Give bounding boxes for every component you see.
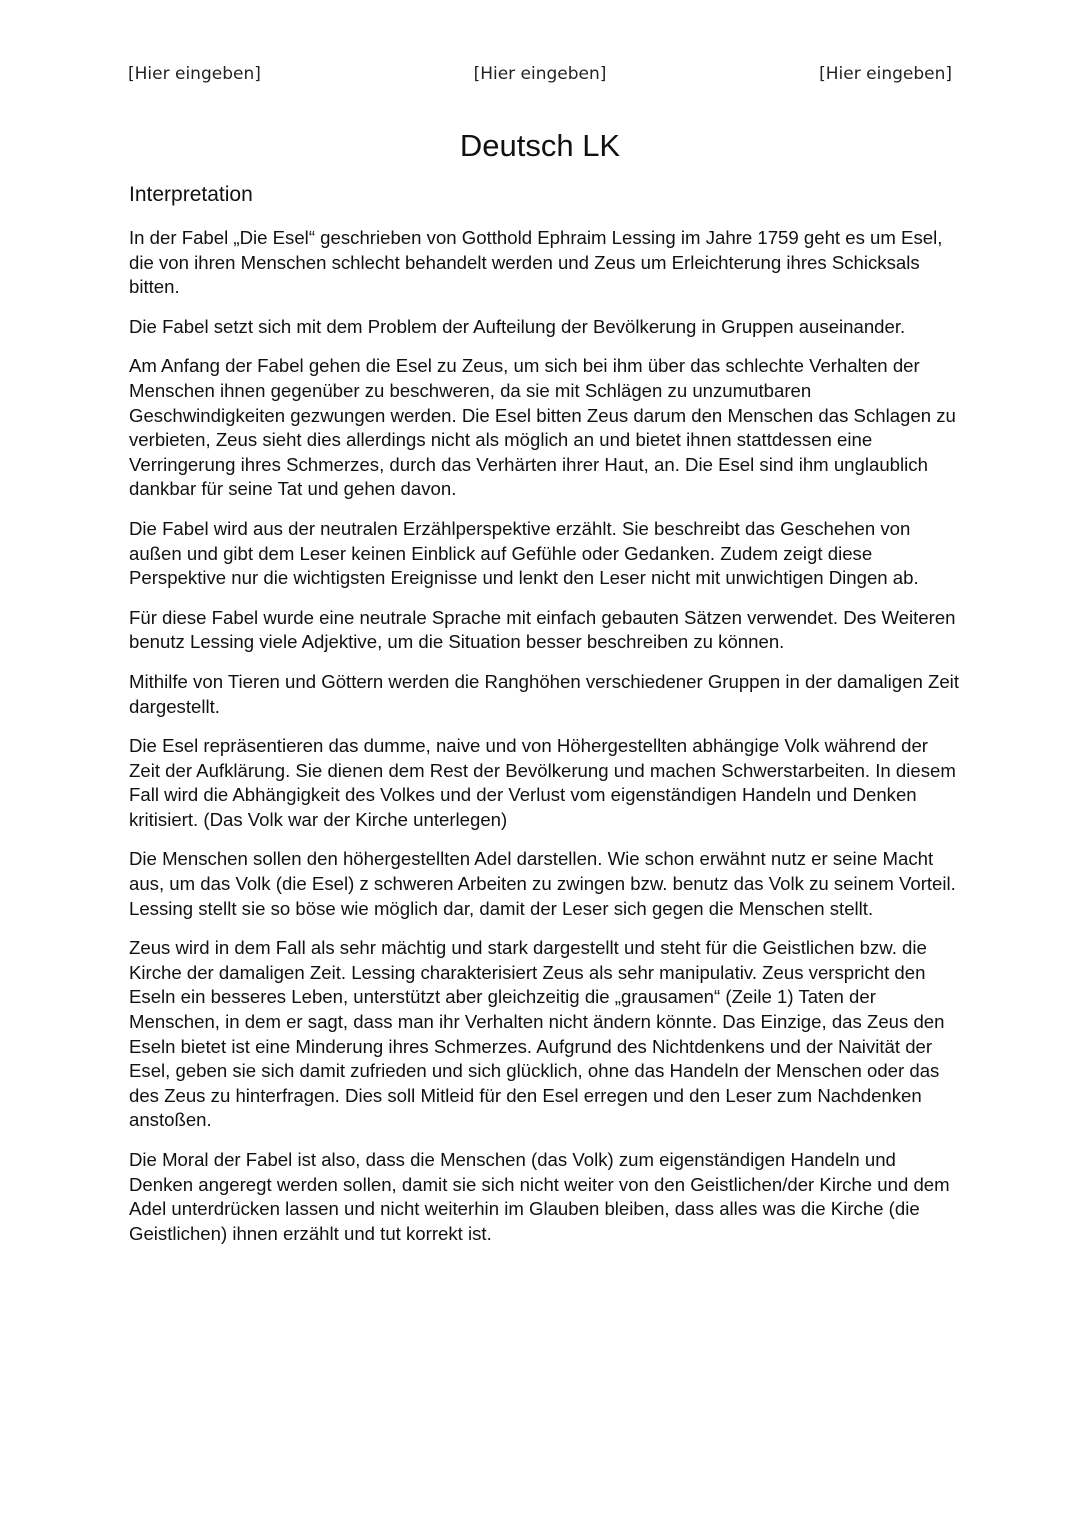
paragraph-theme: Die Fabel setzt sich mit dem Problem der Aufteilung der Bevölkerung in Gruppen auseinander. bbox=[129, 315, 906, 337]
page-header bbox=[128, 64, 952, 90]
paragraph-summary: Am Anfang der Fabel gehen die Esel zu Zeus, um sich bei ihm über das schlechte Verhalten der Menschen ihnen gegenüber zu beschweren, da sie mit Schlägen zu unzumutbaren Geschwindigkeiten gezwungen werden. Die Esel bitten Zeus darum den Menschen das Schlagen zu verbieten, Zeus sieht dies allerdings nicht als möglich an und bietet ihnen stattdessen eine Verringerung ihres Schmerzes, durch das Verhärten ihrer Haut, an. Die Esel sind ihm unglaublich dankbar für seine Tat und gehen davon. bbox=[129, 355, 956, 500]
paragraph-moral: Die Moral der Fabel ist also, dass die Menschen (das Volk) zum eigenständigen Handeln und Denken angeregt werden sollen, damit sie sich nicht weiter von den Geistlichen/der Kirche und dem Adel unterdrücken lassen und nicht weiterhin im Glauben bleiben, dass alles was die Kirche (die Geistlichen) ihnen erzählt und tut korrekt ist. bbox=[129, 1149, 950, 1244]
section-heading: Interpretation bbox=[129, 183, 253, 206]
paragraph-language: Für diese Fabel wurde eine neutrale Sprache mit einfach gebauten Sätzen verwendet. Des Weiteren benutz Lessing viele Adjektive, um die Situation besser beschreiben zu können. bbox=[129, 606, 956, 653]
paragraph-intro: In der Fabel „Die Esel“ geschrieben von Gotthold Ephraim Lessing im Jahre 1759 geht es um Esel, die von ihren Menschen schlecht behandelt werden und Zeus um Erleichterung ihres Schicksals bitten. bbox=[129, 227, 943, 298]
paragraph-esel: Die Esel repräsentieren das dumme, naive und von Höhergestellten abhängige Volk während der Zeit der Aufklärung. Sie dienen dem Rest der Bevölkerung und machen Schwerstarbeiten. In diesem Fall wird die Abhängigkeit des Volkes und der Verlust vom eigenständigen Handeln und Denken kritisiert. (Das Volk war der Kirche unterlegen) bbox=[129, 735, 956, 830]
paragraph-zeus: Zeus wird in dem Fall als sehr mächtig und stark dargestellt und steht für die Geistlichen bzw. die Kirche der damaligen Zeit. Lessing charakterisiert Zeus als sehr manipulativ. Zeus verspricht den Eseln ein besseres Leben, unterstützt aber gleichzeitig die „grausamen“ (Zeile 1) Taten der Menschen, in dem er sagt, dass man ihr Verhalten nicht ändern könnte. Das Einzige, das Zeus den Eseln bietet ist eine Minderung ihres Schmerzes. Aufgrund des Nichtdenkens und der Naivität der Esel, geben sie sich damit zufrieden und sich glücklich, ohne das Handeln der Menschen oder das des Zeus zu hinterfragen. Dies soll Mitleid für den Esel erregen und den Leser zum Nachdenken anstoßen. bbox=[129, 937, 945, 1131]
paragraph-perspective: Die Fabel wird aus der neutralen Erzählperspektive erzählt. Sie beschreibt das Geschehen von außen und gibt dem Leser keinen Einblick auf Gefühle oder Gedanken. Zudem zeigt diese Perspektive nur die wichtigsten Ereignisse und lenkt den Leser nicht mit unwichtigen Dingen ab. bbox=[129, 517, 919, 589]
paragraph-menschen: Die Menschen sollen den höhergestellten Adel darstellen. Wie schon erwähnt nutz er seine Macht aus, um das Volk (die Esel) z schweren Arbeiten zu zwingen bzw. benutz das Volk zu seinem Vorteil. Lessing stellt sie so böse wie möglich dar, damit der Leser sich gegen die Menschen stellt. bbox=[129, 848, 956, 919]
paragraph-ranks: Mithilfe von Tieren und Göttern werden die Ranghöhen verschiedener Gruppen in der damaligen Zeit dargestellt. bbox=[129, 670, 959, 717]
header-left-placeholder[interactable]: [Hier eingeben] bbox=[128, 64, 261, 84]
header-right-placeholder[interactable]: [Hier eingeben] bbox=[819, 64, 952, 84]
document-title: Deutsch LK bbox=[459, 128, 621, 163]
header-center-placeholder[interactable]: [Hier eingeben] bbox=[473, 64, 607, 84]
document-body bbox=[129, 226, 961, 1261]
